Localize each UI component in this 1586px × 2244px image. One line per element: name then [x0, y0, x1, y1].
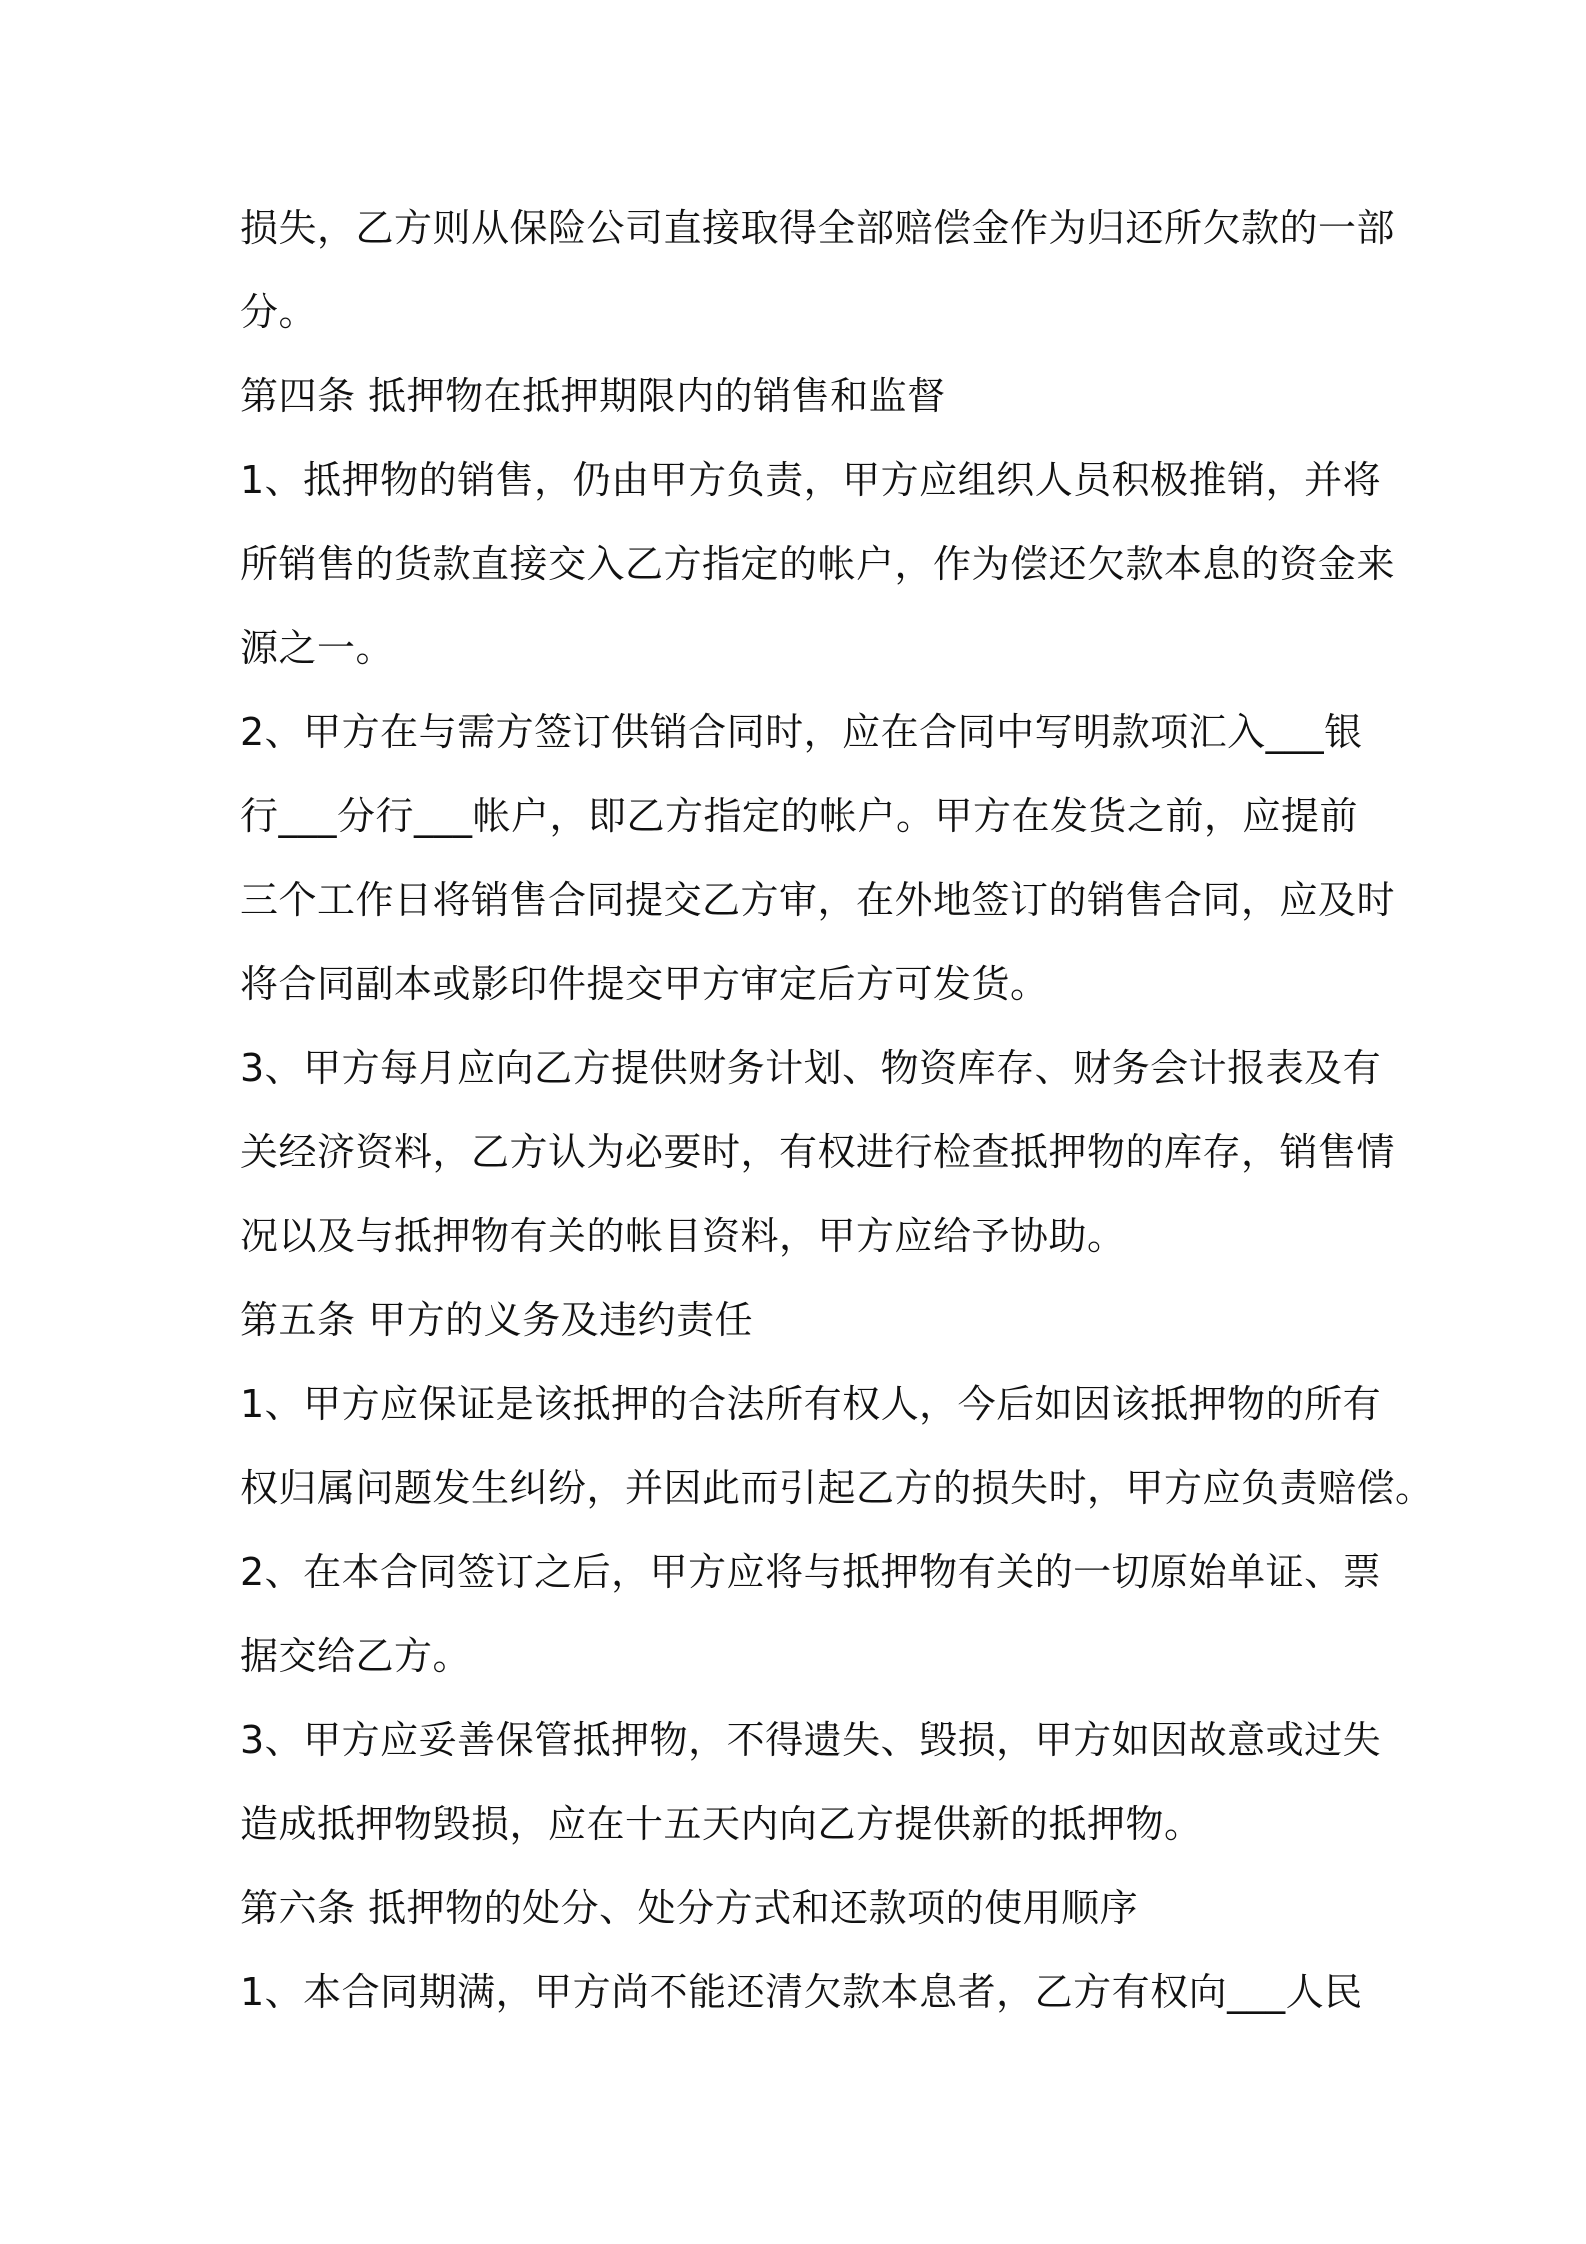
text-line: 行___分行___帐户，即乙方指定的帐户。甲方在发货之前，应提前 — [240, 794, 1359, 838]
text-line: 2、甲方在与需方签订供销合同时，应在合同中写明款项汇入___银 — [240, 710, 1363, 754]
text-line: 分。 — [240, 290, 318, 334]
text-line: 三个工作日将销售合同提交乙方审，在外地签订的销售合同，应及时 — [240, 878, 1396, 922]
text-line: 将合同副本或影印件提交甲方审定后方可发货。 — [240, 962, 1049, 1006]
text-line: 2、在本合同签订之后，甲方应将与抵押物有关的一切原始单证、票 — [240, 1550, 1382, 1594]
text-line: 据交给乙方。 — [240, 1634, 472, 1678]
text-line: 关经济资料，乙方认为必要时，有权进行检查抵押物的库存，销售情 — [240, 1130, 1396, 1174]
text-line: 损失，乙方则从保险公司直接取得全部赔偿金作为归还所欠款的一部 — [240, 206, 1396, 250]
section-heading: 第六条 抵押物的处分、处分方式和还款项的使用顺序 — [240, 1886, 1139, 1930]
text-line: 况以及与抵押物有关的帐目资料，甲方应给予协助。 — [240, 1214, 1126, 1258]
section-heading: 第四条 抵押物在抵押期限内的销售和监督 — [240, 374, 946, 418]
text-line: 1、抵押物的销售，仍由甲方负责，甲方应组织人员积极推销，并将 — [240, 458, 1382, 502]
text-line: 3、甲方应妥善保管抵押物，不得遗失、毁损，甲方如因故意或过失 — [240, 1718, 1382, 1762]
text-line: 1、本合同期满，甲方尚不能还清欠款本息者，乙方有权向___人民 — [240, 1970, 1363, 2014]
text-line: 所销售的货款直接交入乙方指定的帐户，作为偿还欠款本息的资金来 — [240, 542, 1396, 586]
text-line: 1、甲方应保证是该抵押的合法所有权人，今后如因该抵押物的所有 — [240, 1382, 1382, 1426]
section-heading: 第五条 甲方的义务及违约责任 — [240, 1298, 754, 1342]
text-line: 权归属问题发生纠纷，并因此而引起乙方的损失时，甲方应负责赔偿。 — [240, 1466, 1434, 1510]
text-line: 造成抵押物毁损，应在十五天内向乙方提供新的抵押物。 — [240, 1802, 1203, 1846]
text-line: 源之一。 — [240, 626, 395, 670]
text-line: 3、甲方每月应向乙方提供财务计划、物资库存、财务会计报表及有 — [240, 1046, 1382, 1090]
